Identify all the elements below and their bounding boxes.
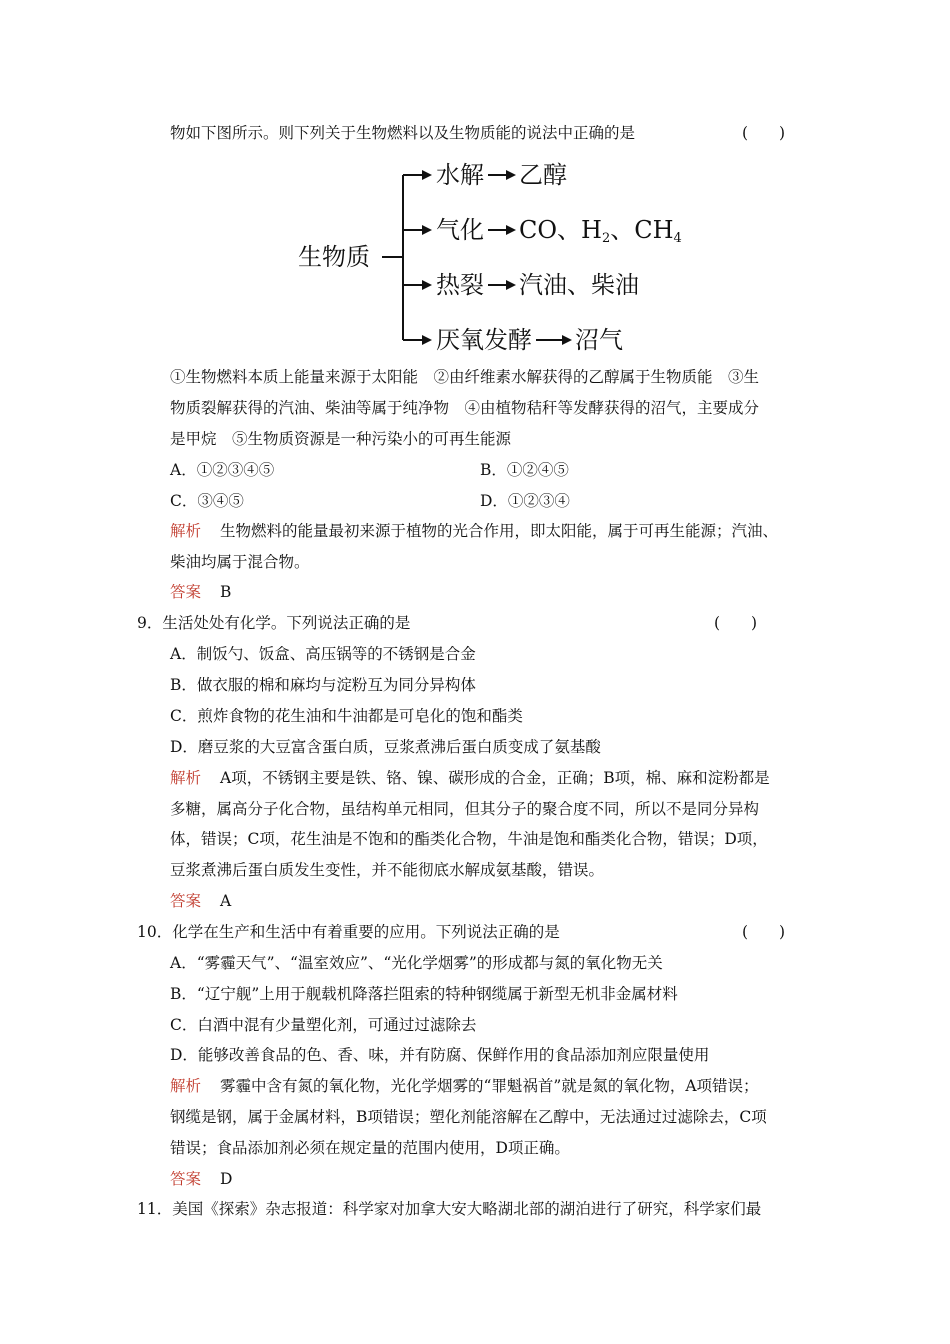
q8-intro: 物如下图所示。则下列关于生物燃料以及生物质能的说法中正确的是 bbox=[170, 124, 636, 142]
q8-analysis-label: 解析 bbox=[170, 522, 202, 540]
q9-answer-label: 答案 bbox=[170, 892, 202, 910]
q10-option-d: D．能够改善食品的色、香、味，并有防腐、保鲜作用的食品添加剂应限量使用 bbox=[170, 1046, 710, 1064]
diagram-gasification: 气化 bbox=[436, 216, 484, 244]
q10-stem: 10．化学在生产和生活中有着重要的应用。下列说法正确的是 bbox=[137, 923, 560, 941]
q8-option-d: D．①②③④ bbox=[480, 492, 570, 510]
q8-answer-paren: ( ) bbox=[742, 124, 786, 142]
q9-stem: 9．生活处处有化学。下列说法正确的是 bbox=[137, 614, 411, 632]
diagram-biogas: 沼气 bbox=[575, 326, 623, 354]
q10-option-b: B．“辽宁舰”上用于舰载机降落拦阻索的特种钢缆属于新型无机非金属材料 bbox=[170, 985, 678, 1003]
q8-option-c: C．③④⑤ bbox=[170, 492, 244, 510]
q9-option-b: B．做衣服的棉和麻均与淀粉互为同分异构体 bbox=[170, 676, 476, 694]
q8-option-b: B．①②④⑤ bbox=[480, 461, 569, 479]
q11-stem: 11．美国《探索》杂志报道：科学家对加拿大安大略湖北部的湖泊进行了研究，科学家们最 bbox=[137, 1200, 762, 1218]
q8-option-a: A．①②③④⑤ bbox=[170, 461, 275, 479]
q9-answer-paren: ( ) bbox=[714, 614, 758, 632]
diagram-pyrolysis: 热裂 bbox=[436, 271, 484, 299]
q10-answer: D bbox=[220, 1170, 233, 1188]
q10-analysis-label: 解析 bbox=[170, 1077, 202, 1095]
q8-statement-line-2: 物质裂解获得的汽油、柴油等属于纯净物 ④由植物秸秆等发酵获得的沼气，主要成分 bbox=[170, 399, 760, 417]
q9-option-a: A．制饭勺、饭盒、高压锅等的不锈钢是合金 bbox=[170, 645, 476, 663]
q8-analysis-line-1: 生物燃料的能量最初来源于植物的光合作用，即太阳能，属于可再生能源；汽油、 bbox=[220, 522, 779, 540]
q10-option-a: A．“雾霾天气”、“温室效应”、“光化学烟雾”的形成都与氮的氧化物无关 bbox=[170, 954, 663, 972]
q10-answer-paren: ( ) bbox=[742, 923, 786, 941]
diagram-hydrolysis: 水解 bbox=[436, 161, 484, 189]
q8-analysis-line-2: 柴油均属于混合物。 bbox=[170, 553, 310, 571]
q9-analysis-line-1: A项，不锈钢主要是铁、铬、镍、碳形成的合金，正确；B项，棉、麻和淀粉都是 bbox=[220, 769, 770, 787]
q8-answer-label: 答案 bbox=[170, 583, 202, 601]
diagram-anaerobic-fermentation: 厌氧发酵 bbox=[436, 326, 532, 354]
q8-answer: B bbox=[220, 583, 232, 601]
q9-option-c: C．煎炸食物的花生油和牛油都是可皂化的饱和酯类 bbox=[170, 707, 523, 725]
q9-analysis-line-2: 多糖，属高分子化合物，虽结构单元相同，但其分子的聚合度不同，所以不是同分异构 bbox=[170, 800, 760, 818]
diagram-root-biomass: 生物质 bbox=[298, 243, 370, 271]
diagram-ethanol: 乙醇 bbox=[519, 161, 567, 189]
q10-analysis-line-3: 错误；食品添加剂必须在规定量的范围内使用，D项正确。 bbox=[170, 1139, 570, 1157]
q9-analysis-line-3: 体，错误；C项，花生油是不饱和的酯类化合物，牛油是饱和酯类化合物，错误；D项， bbox=[170, 830, 768, 848]
q10-answer-label: 答案 bbox=[170, 1170, 202, 1188]
q9-option-d: D．磨豆浆的大豆富含蛋白质，豆浆煮沸后蛋白质变成了氨基酸 bbox=[170, 738, 601, 756]
q8-statement-line-1: ①生物燃料本质上能量来源于太阳能 ②由纤维素水解获得的乙醇属于生物质能 ③生 bbox=[170, 368, 760, 386]
q9-analysis-label: 解析 bbox=[170, 769, 202, 787]
q8-statement-line-3: 是甲烷 ⑤生物质资源是一种污染小的可再生能源 bbox=[170, 430, 512, 448]
diagram-fuels: 汽油、柴油 bbox=[519, 271, 639, 299]
q10-option-c: C．白酒中混有少量塑化剂，可通过过滤除去 bbox=[170, 1016, 477, 1034]
q9-answer: A bbox=[220, 892, 232, 910]
q10-analysis-line-1: 雾霾中含有氮的氧化物，光化学烟雾的“罪魁祸首”就是氮的氧化物，A项错误； bbox=[220, 1077, 759, 1095]
q10-analysis-line-2: 钢缆是钢，属于金属材料，B项错误；塑化剂能溶解在乙醇中，无法通过过滤除去，C项 bbox=[170, 1108, 767, 1126]
diagram-gas-products: CO、$H_2$、$CH_4$ bbox=[519, 216, 682, 246]
q9-analysis-line-4: 豆浆煮沸后蛋白质发生变性，并不能彻底水解成氨基酸，错误。 bbox=[170, 861, 605, 879]
